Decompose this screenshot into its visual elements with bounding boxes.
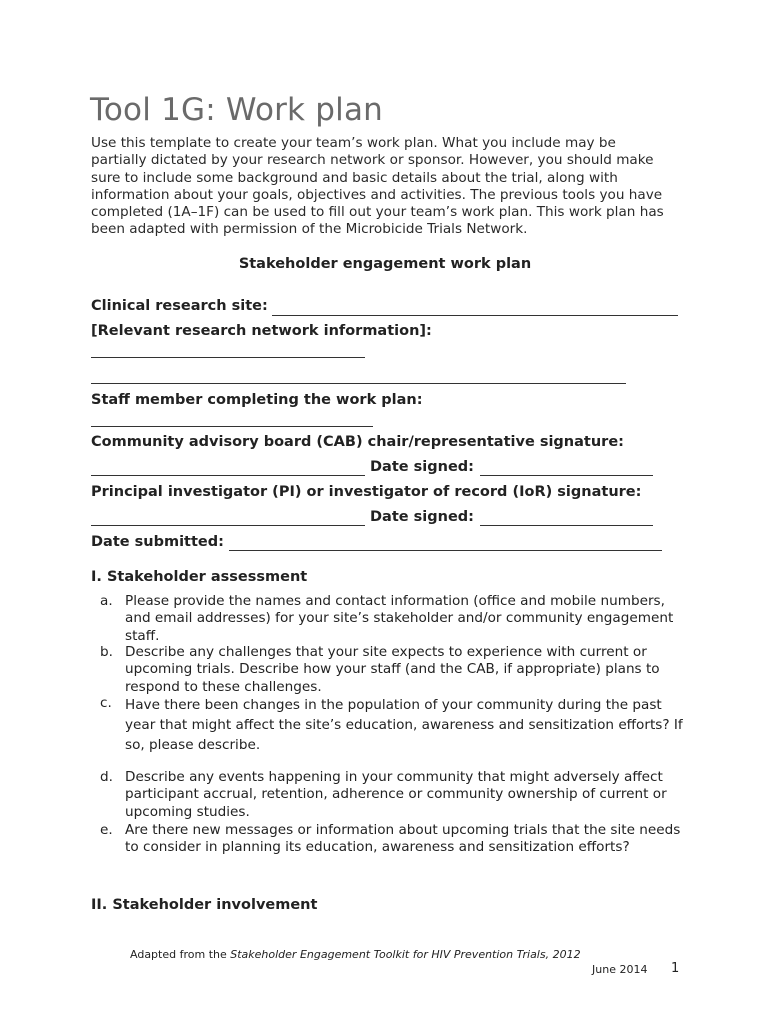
network-info-line-2[interactable] (91, 383, 626, 384)
cab-date-signed-label: Date signed: (370, 459, 474, 475)
list-item-letter: a. (100, 593, 113, 609)
footer-attribution-prefix: Adapted from the (130, 948, 231, 961)
pi-date-signed-line[interactable] (480, 525, 653, 526)
cab-signature-label: Community advisory board (CAB) chair/representative signature: (91, 434, 624, 450)
section-stakeholder-assessment-title: I. Stakeholder assessment (91, 569, 308, 585)
date-submitted-label: Date submitted: (91, 534, 224, 550)
list-item (100, 822, 690, 857)
pi-signature-label: Principal investigator (PI) or investigator of record (IoR) signature: (91, 484, 642, 500)
list-item-text: Describe any challenges that your site expects to experience with current or upcoming trials. Describe how your staff (and the CAB, if appropriate) plans to respond to these challenges. (125, 644, 660, 695)
list-item-text: Are there new messages or information about upcoming trials that the site needs to consider in planning its education, awareness and sensitization efforts? (125, 822, 681, 856)
pi-signature-line[interactable] (91, 525, 365, 526)
footer-attribution-source: Stakeholder Engagement Toolkit for HIV Prevention Trials, 2012 (230, 948, 581, 961)
list-item-letter: c. (100, 695, 112, 711)
list-item (100, 593, 690, 645)
date-submitted-line[interactable] (229, 550, 662, 551)
list-item-text: Have there been changes in the population of your community during the past year that might affect the site’s education, awareness and sensitization efforts? If so, please describe. (125, 697, 683, 753)
intro-paragraph: Use this template to create your team’s work plan. What you include may be partially dictated by your research network or sponsor. However, you should make sure to include some background and basic details about the trial, along with information about your goals, objectives and activities. The previous tools you have completed (1A–1F) can be used to fill out your team’s work plan. This work plan has been adapted with permission of the Microbicide Trials Network. (91, 135, 664, 238)
list-item-text: Please provide the names and contact information (office and mobile numbers, and email addresses) for your site’s stakeholder and/or community engagement staff. (125, 593, 674, 644)
staff-member-label: Staff member completing the work plan: (91, 392, 423, 408)
section-stakeholder-involvement-title: II. Stakeholder involvement (91, 897, 318, 913)
list-item-letter: b. (100, 644, 113, 660)
network-info-line-1[interactable] (91, 357, 365, 358)
list-item-text: Describe any events happening in your community that might adversely affect participant accrual, retention, adherence or community ownership of current or upcoming studies. (125, 769, 667, 820)
list-item (100, 769, 690, 821)
cab-date-signed-line[interactable] (480, 475, 653, 476)
clinical-site-label: Clinical research site: (91, 298, 268, 314)
cab-signature-line[interactable] (91, 475, 365, 476)
list-item-letter: e. (100, 822, 113, 838)
network-info-label: [Relevant research network information]: (91, 323, 432, 339)
page-title: Tool 1G: Work plan (90, 92, 383, 128)
list-item (100, 644, 690, 696)
pi-date-signed-label: Date signed: (370, 509, 474, 525)
list-item-letter: d. (100, 769, 113, 785)
plan-heading: Stakeholder engagement work plan (238, 256, 532, 272)
page-number: 1 (671, 961, 680, 976)
footer-attribution (130, 948, 581, 961)
staff-member-line[interactable] (91, 426, 373, 427)
list-item (100, 695, 690, 755)
clinical-site-line[interactable] (272, 315, 678, 316)
footer-date: June 2014 (592, 963, 648, 976)
